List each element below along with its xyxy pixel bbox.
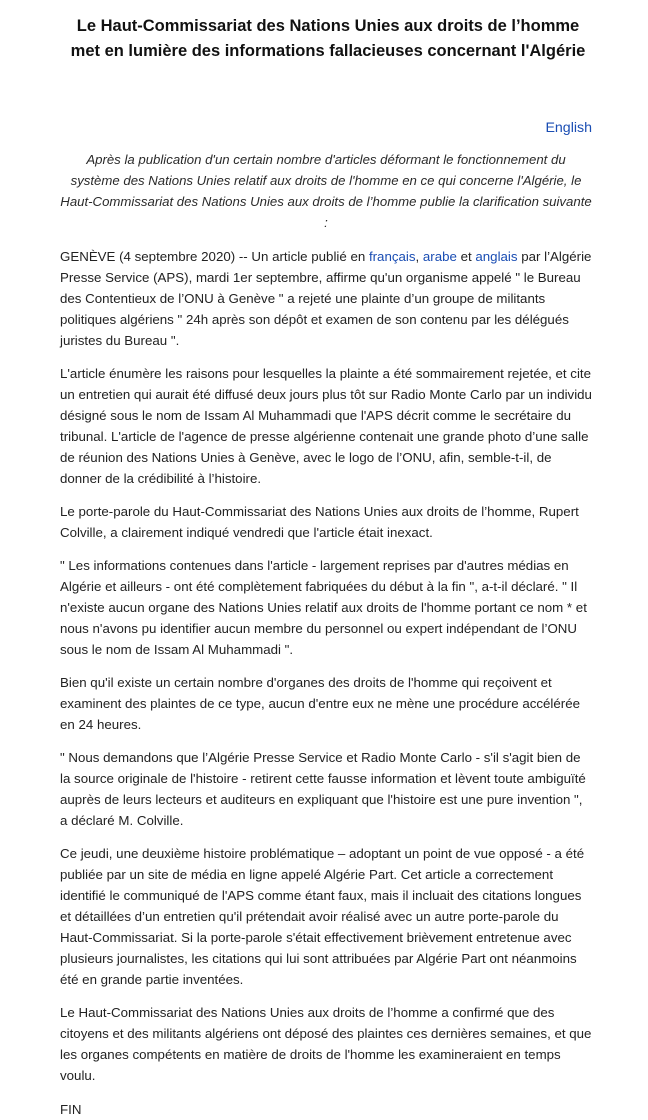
article-end-marker: FIN [60,1102,82,1117]
paragraph-4: " Les informations contenues dans l'article - largement reprises par d'autres médias en Algérie et ailleurs - ont été complètement fabriquées du début à la fin ", a-t-il déclaré. " Il n'existe aucun organe des Nations Unies relatif aux droits de l'homme portant ce nom * et nous n'avons pu identifier aucun membre du personnel ou expert indépendant de l’ONU sous le nom de Issam Al Muhammadi ". [60,558,587,657]
paragraph-3: Le porte-parole du Haut-Commissariat des Nations Unies aux droits de l’homme, Rupert Colville, a clairement indiqué vendredi que l'article était inexact. [60,504,579,540]
paragraph-1-lead: GENÈVE (4 septembre 2020) -- Un article publié en [60,249,369,264]
paragraph-1-rest: par l’Algérie Presse Service (APS), mardi 1er septembre, affirme qu'un organisme appelé " le Bureau des Contentieux de l’ONU à Genève " a rejeté une plainte d’un groupe de militants politiques algériens " 24h après son dépôt et examen de son contenu par les délégués juristes du Bureau ". [60,249,592,348]
paragraph-6: " Nous demandons que l’Algérie Presse Service et Radio Monte Carlo - s'il s'agit bien de la source originale de l'histoire - retirent cette fausse information et lèvent toute ambiguïté auprès de leurs lecteurs et auditeurs en expliquant que l'histoire est une pure invention ", a déclaré M. Colville. [60,750,586,828]
paragraph-2: L'article énumère les raisons pour lesquelles la plainte a été sommairement rejetée, et cite un entretien qui aurait été diffusé deux jours plus tôt sur Radio Monte Carlo par un individu désigné sous le nom de Issam Al Muhammadi que l'APS décrit comme le secrétaire du tribunal. L'article de l'agence de presse algérienne contenait une grande photo d’une salle de réunion des Nations Unies à Genève, avec le logo de l’ONU, afin, semble-t-il, de donner de la crédibilité à l’histoire. [60,366,592,486]
separator: et [456,249,476,264]
paragraph-7: Ce jeudi, une deuxième histoire problématique – adoptant un point de vue opposé - a été publiée par un site de média en ligne appelé Algérie Part. Cet article a correctement identifié le communiqué de l'APS comme étant faux, mais il incluait des citations longues et détaillées d’un entretien qu'il prétendait avoir réalisé avec un autre porte-parole du Haut-Commissariat. Si la porte-parole s'était effectivement brièvement entretenue avec plusieurs journalistes, les citations qui lui sont attribuées par Algérie Part ont néanmoins été en grande partie inventées. [60,846,585,987]
separator: , [415,249,423,264]
language-switcher [60,119,592,137]
paragraph-1 [60,246,592,351]
paragraph-5: Bien qu'il existe un certain nombre d'organes des droits de l'homme qui reçoivent et examinent des plaintes de ce type, aucun d'entre eux ne mène une procédure accélérée en 24 heures. [60,675,580,732]
english-version-link[interactable]: anglais [475,249,518,264]
english-link[interactable]: English [545,120,592,136]
arabic-version-link[interactable]: arabe [422,249,457,264]
french-version-link[interactable]: français [368,249,416,264]
article-title: Le Haut-Commissariat des Nations Unies aux droits de l’homme met en lumière des informations fallacieuses concernant l'Algérie [70,17,586,60]
paragraph-8: Le Haut-Commissariat des Nations Unies aux droits de l’homme a confirmé que des citoyens et des militants algériens ont déposé des plaintes ces dernières semaines, et que les organes compétents en matière de droits de l'homme les examineraient en temps voulu. [60,1005,592,1083]
article-intro: Après la publication d'un certain nombre d'articles déformant le fonctionnement du système des Nations Unies relatif aux droits de l'homme en ce qui concerne l'Algérie, le Haut-Commissariat des Nations Unies aux droits de l’homme publie la clarification suivante : [60,152,592,230]
